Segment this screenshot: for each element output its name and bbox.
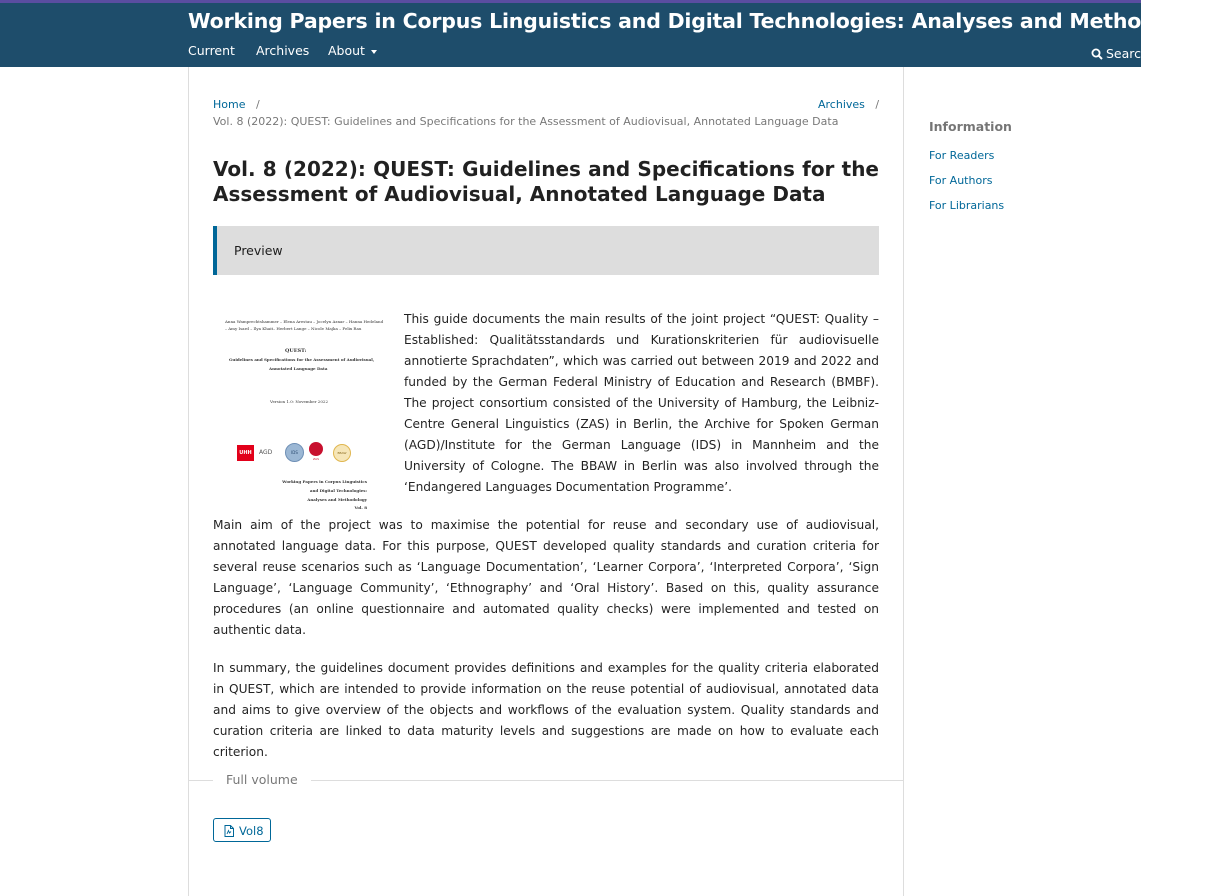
cover-title-line3: Annotated Language Data (269, 366, 328, 371)
sidebar-link-readers[interactable]: For Readers (929, 149, 995, 162)
issue-description (213, 309, 879, 780)
file-pdf-icon (224, 825, 234, 837)
cover-float-spacer (213, 309, 404, 509)
breadcrumb-home[interactable]: Home (213, 98, 246, 111)
breadcrumb-current: Vol. 8 (2022): QUEST: Guidelines and Specifications for the Assessment of Audiovisual, Annotated Language Data (213, 115, 839, 128)
breadcrumb-separator: / (255, 98, 260, 111)
cover-logo-bbaw-text: BBAW (337, 451, 347, 455)
nav-current[interactable] (188, 43, 235, 58)
description-paragraph-3: In summary, the guidelines document provides definitions and examples for the quality criteria elaborated in QUEST, which are intended to provide information on the reuse potential of audiovisual, annotated data and aims to give overview of the objects and workflows of the evaluation system. Quality standards and curation criteria are linked to data maturity levels and suggestions are made on how to evaluate each criterion. (213, 661, 879, 759)
cover-series-line3: Analyses and Methodology (307, 497, 367, 502)
full-volume-heading: Full volume (213, 772, 311, 787)
sidebar-title: Information (929, 119, 1012, 134)
cover-title-line1: QUEST: (285, 348, 307, 354)
preview-label: Preview (234, 243, 283, 258)
caret-down-icon (371, 50, 377, 54)
sidebar-link-librarians[interactable]: For Librarians (929, 199, 1005, 212)
cover-authors-line1: Anna Wamprechtshammer – Elena Arestau – Jocelyn Aznar – Hanna Hedeland (225, 319, 384, 324)
nav-archives[interactable] (256, 43, 309, 58)
breadcrumb (213, 98, 260, 111)
nav-archives-label: Archives (256, 43, 310, 58)
site-title[interactable]: Working Papers in Corpus Linguistics and Digital Technologies: Analyses and Methodology (188, 9, 1218, 33)
cover-logo-uhh-text: UHH (239, 450, 252, 456)
cover-series-line1: Working Papers in Corpus Linguistics (282, 479, 367, 484)
preview-banner (213, 226, 879, 275)
cover-logo-agd-text: AGD (259, 449, 273, 456)
cover-series-line4: Vol. 8 (354, 505, 367, 510)
cover-version: Version 1.0: November 2022 (270, 399, 328, 404)
site-header (0, 3, 1218, 67)
cover-title-line2: Guidelines and Specifications for the Assessment of Audiovisual, (229, 357, 375, 362)
description-paragraph-2: Main aim of the project was to maximise the potential for reuse and secondary use of audiovisual, annotated language data. For this purpose, QUEST developed quality standards and curation criteria for several reuse scenarios such as ‘Language Documentation’, ‘Learner Corpora’, ‘Interpreted Corpora’, ‘Sign Language’, ‘Language Community’, ‘Ethnography’ and ‘Oral History’. Based on this, quality assurance procedures (an online questionnaire and automated quality checks) were implemented and tested on authentic data. (213, 518, 879, 637)
description-paragraph-1: This guide documents the main results of the joint project “QUEST: Quality – Established: Qualitätsstandards und Kurationskriterien für audiovisuelle annotierte Sprachdaten”, which was carried out between 2019 and 2022 and funded by the German Federal Ministry of Education and Research (BMBF). The project consortium consisted of the University of Hamburg, the Leibniz-Centre General Linguistics (ZAS) in Berlin, the Archive for Spoken German (AGD)/Institute for the German Language (IDS) in Mannheim and the University of Cologne. The BBAW in Berlin was also involved through the ‘Endangered Languages Documentation Programme’. (404, 312, 879, 494)
pdf-galley-label: Vol8 (239, 824, 264, 838)
cover-authors-line2: – Amy Isard – Ilya Khait– Herbert Lange – Nicole Majka – Felix Rau (225, 326, 362, 331)
sidebar-link-authors[interactable]: For Authors (929, 174, 993, 187)
search-label: Search (1106, 46, 1149, 61)
search-icon (1091, 48, 1103, 60)
cover-logo-ids-text: IDS (291, 450, 298, 455)
search-link[interactable] (1091, 46, 1149, 61)
cover-series-line2: and Digital Technologies: (309, 488, 367, 493)
breadcrumb-archives-wrap (818, 98, 879, 111)
nav-about-label: About (328, 43, 365, 58)
page-title: Vol. 8 (2022): QUEST: Guidelines and Specifications for the Assessment of Audiovisual, Annotated Language Data (213, 157, 879, 206)
nav-about[interactable] (328, 43, 377, 58)
breadcrumb-archives[interactable]: Archives (818, 98, 865, 111)
pdf-galley-button[interactable] (213, 818, 271, 842)
nav-current-label: Current (188, 43, 235, 58)
cover-logo-zas-text: ZAS (312, 457, 319, 461)
breadcrumb-separator: / (875, 98, 880, 111)
